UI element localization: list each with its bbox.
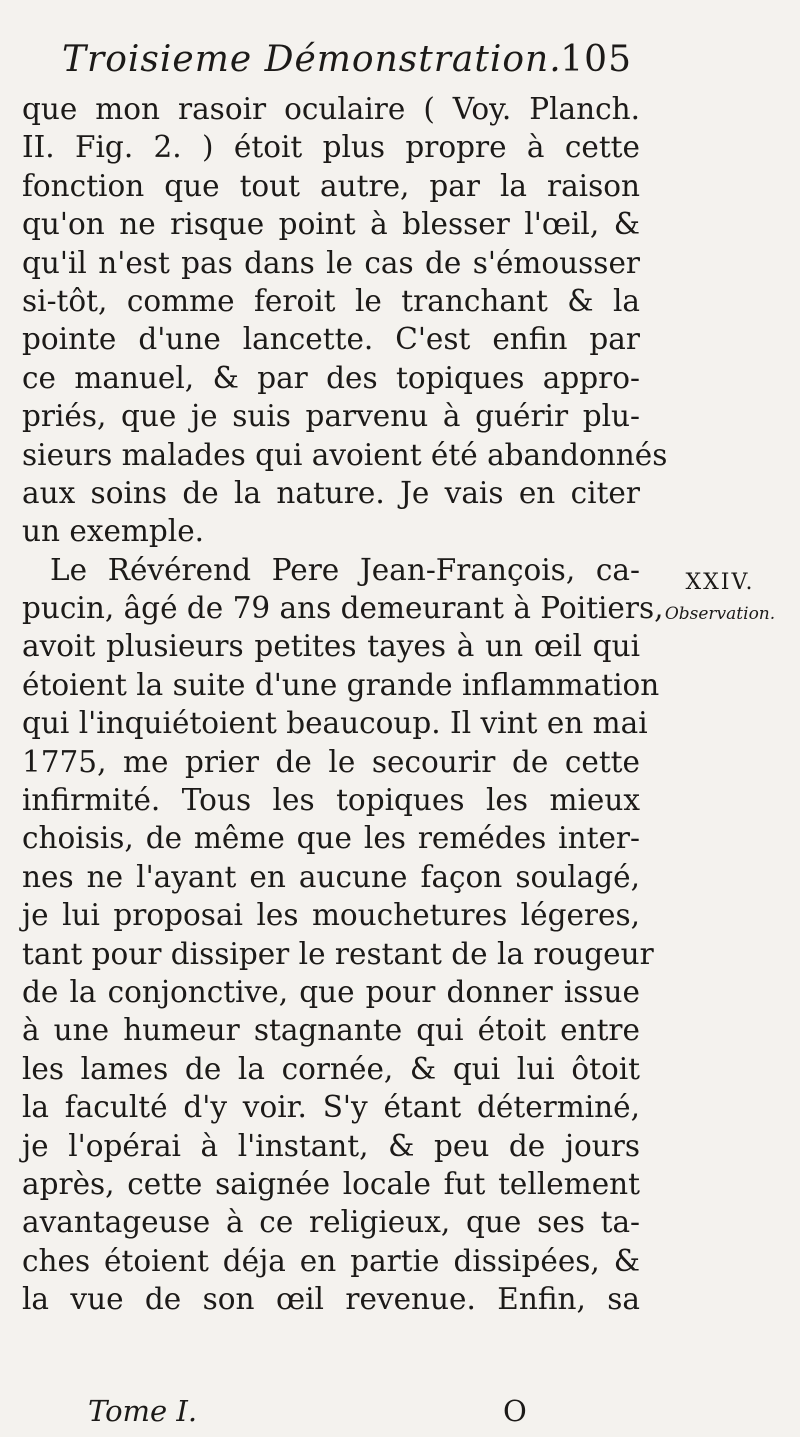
text-line: pointe d'une lancette. C'est enfin par bbox=[22, 322, 640, 357]
text-line: je lui proposai les mouchetures légeres, bbox=[22, 898, 640, 933]
signature-mark: O bbox=[503, 1394, 527, 1428]
text-line: ches étoient déja en partie dissipées, & bbox=[22, 1243, 640, 1278]
text-line: que mon rasoir oculaire ( Voy. Planch. bbox=[22, 92, 640, 126]
text-line: étoient la suite d'une grande inflammation bbox=[22, 667, 660, 702]
text-line: avantageuse à ce religieux, que ses ta- bbox=[22, 1205, 640, 1240]
page-number: 105 bbox=[560, 39, 632, 80]
text-line: qu'on ne risque point à blesser l'œil, & bbox=[22, 207, 640, 242]
text-line: après, cette saignée locale fut tellement bbox=[22, 1166, 640, 1201]
text-line: aux soins de la nature. Je vais en citer bbox=[22, 475, 640, 510]
body-text bbox=[22, 90, 668, 1319]
text-line: sieurs malades qui avoient été abandonnés bbox=[22, 437, 668, 472]
page-footer bbox=[88, 1394, 548, 1428]
margin-observation-number: XXIV. bbox=[685, 570, 755, 595]
text-line: de la conjonctive, que pour donner issue bbox=[22, 974, 640, 1009]
text-line: infirmité. Tous les topiques les mieux bbox=[22, 783, 640, 818]
running-header bbox=[62, 28, 632, 92]
text-line: les lames de la cornée, & qui lui ôtoit bbox=[22, 1051, 640, 1086]
text-line: nes ne l'ayant en aucune façon soulagé, bbox=[22, 859, 640, 894]
running-title: Troisieme Démonstration. bbox=[62, 39, 562, 80]
text-line: à une humeur stagnante qui étoit entre bbox=[22, 1013, 640, 1048]
tome-label: Tome I. bbox=[88, 1394, 198, 1428]
text-line: priés, que je suis parvenu à guérir plu- bbox=[22, 399, 640, 434]
text-line: 1775, me prier de le secourir de cette bbox=[22, 744, 640, 779]
text-line: pucin, âgé de 79 ans demeurant à Poitiers, bbox=[22, 591, 664, 626]
text-line: choisis, de même que les remédes inter- bbox=[22, 821, 640, 856]
text-line: qu'il n'est pas dans le cas de s'émousser bbox=[22, 245, 640, 280]
margin-observation-label: Observation. bbox=[664, 604, 776, 624]
text-line: ce manuel, & par des topiques appro- bbox=[22, 360, 640, 395]
text-line: Le Révérend Pere Jean-François, ca- bbox=[50, 552, 640, 587]
text-line: si-tôt, comme feroit le tranchant & la bbox=[22, 283, 640, 318]
text-line: la faculté d'y voir. S'y étant déterminé, bbox=[22, 1090, 640, 1125]
text-line: avoit plusieurs petites tayes à un œil qui bbox=[22, 629, 640, 664]
text-line: la vue de son œil revenue. Enfin, sa bbox=[22, 1282, 640, 1317]
text-line: tant pour dissiper le restant de la rougeur bbox=[22, 936, 654, 971]
text-line: fonction que tout autre, par la raison bbox=[22, 168, 640, 203]
text-line: II. Fig. 2. ) étoit plus propre à cette bbox=[22, 130, 640, 165]
text-line: je l'opérai à l'instant, & peu de jours bbox=[22, 1128, 640, 1163]
text-line: qui l'inquiétoient beaucoup. Il vint en mai bbox=[22, 706, 648, 741]
text-line: un exemple. bbox=[22, 514, 205, 549]
